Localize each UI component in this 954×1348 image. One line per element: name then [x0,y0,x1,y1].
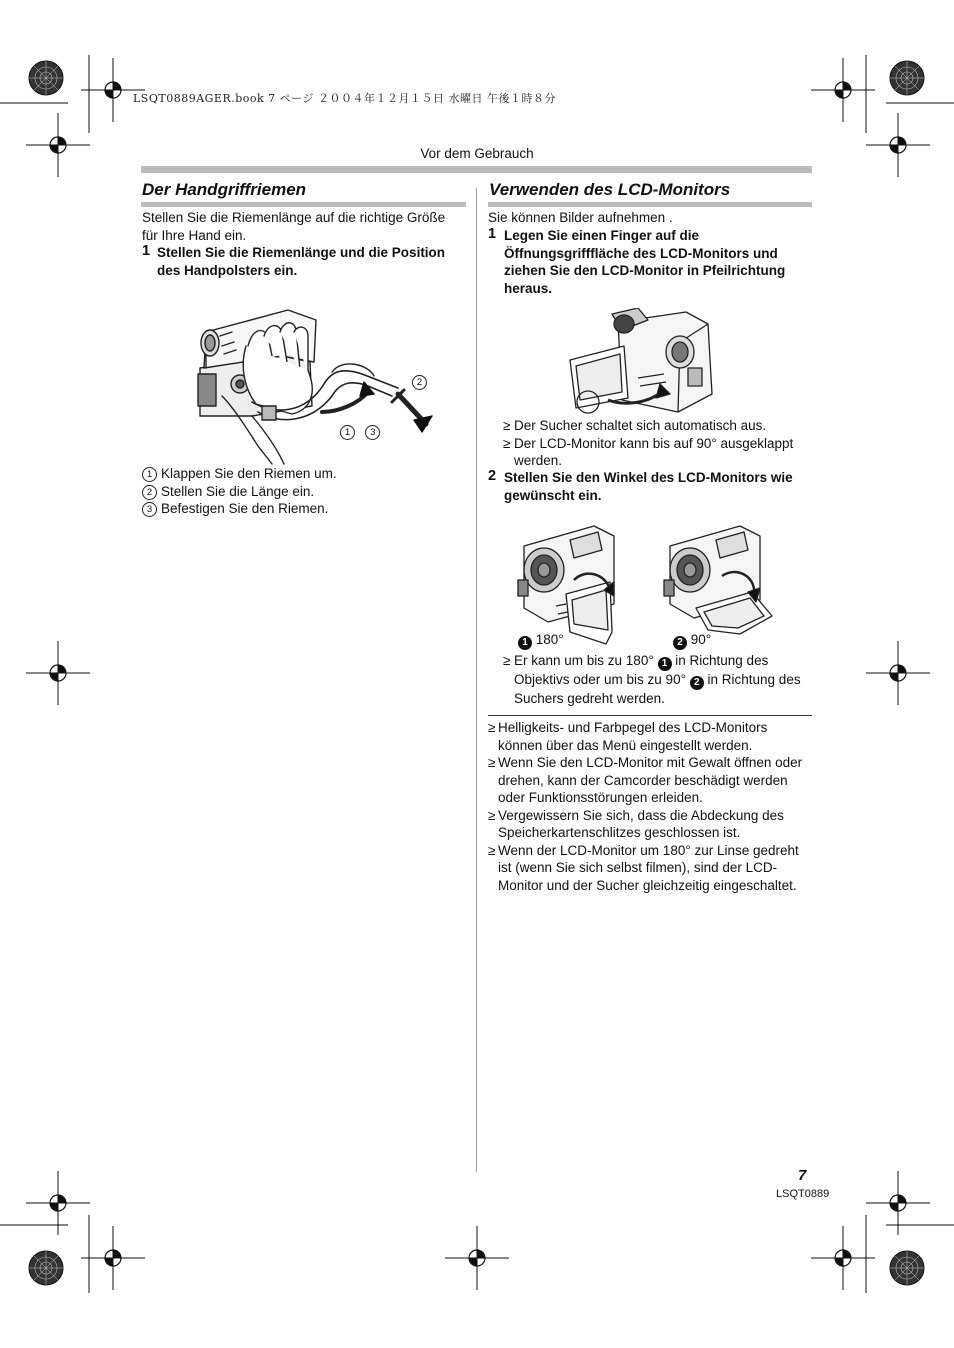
right-intro: Sie können Bilder aufnehmen . [488,210,673,225]
list-item: 1 Klappen Sie den Riemen um. [142,465,462,483]
figure-callout-2: 2 [412,375,427,390]
lcd-rotate-90-illustration [656,520,774,638]
page-number: 7 [798,1167,807,1184]
list-item: ≥ Wenn der LCD-Monitor um 180° zur Linse gedreht ist (wenn Sie sich selbst filmen), sind der LCD-Monitor und der Sucher gleichzeitig eingeschaltet. [488,842,799,893]
right-bullets-1 [488,417,810,470]
right-step2-text: Stellen Sie den Winkel des LCD-Monitors wie gewünscht ein. [504,470,793,503]
figure-callout-1: 1 [340,425,355,440]
lcd-open-illustration [568,308,722,418]
list-item: ≥ Vergewissern Sie sich, dass die Abdeckung des Speicherkartenschlitzes geschlossen ist. [488,807,784,840]
left-legend-list [142,465,462,518]
notes-rule [488,715,812,716]
list-item: 3 Befestigen Sie den Riemen. [142,500,462,518]
file-info-header: LSQT0889AGER.book 7 ページ ２００４年１２月１５日 水曜日 午後１時８分 [133,92,556,105]
list-item: ≥ Helligkeits- und Farbpegel des LCD-Monitors können über das Menü eingestellt werden. [488,720,768,753]
model-code: LSQT0889 [776,1188,830,1200]
left-title: Der Handgriffriemen [142,180,307,199]
top-rule [141,166,812,173]
right-title: Verwenden des LCD-Monitors [489,180,731,199]
rotation-bullet: ≥ Er kann um bis zu 180° 1 in Richtung des Objektivs oder um bis zu 90° 2 in Richtung des Suchers gedreht werden. [503,653,801,706]
section-heading: Vor dem Gebrauch [420,146,534,161]
list-item: 2 Stellen Sie die Länge ein. [142,483,462,501]
left-intro: Stellen Sie die Riemenlänge auf die richtige Größe für Ihre Hand ein. [142,210,446,243]
figure-callout-3: 3 [365,425,380,440]
left-title-rule [141,202,466,207]
figure-label-90: 2 90° [673,631,711,650]
right-title-rule [488,202,812,207]
list-item: ≥ Wenn Sie den LCD-Monitor mit Gewalt öffnen oder drehen, kann der Camcorder beschädigt werden oder Funktionsstörungen erleiden. [488,755,803,805]
list-item: ≥ Der Sucher schaltet sich automatisch aus. [503,418,767,433]
right-step1-number: 1 [488,226,497,242]
left-step-text: Stellen Sie die Riemenlänge und die Position des Handpolsters ein. [157,245,446,278]
right-step2-number: 2 [488,468,497,484]
notes-list [488,719,812,894]
lcd-rotate-180-illustration [510,520,622,648]
column-divider [476,188,477,1172]
figure-label-180: 1 180° [518,631,564,650]
list-item: ≥ Der LCD-Monitor kann bis auf 90° ausgeklappt werden. [503,435,794,468]
hand-strap-illustration [192,296,440,466]
right-step1-text: Legen Sie einen Finger auf die Öffnungsgrifffläche des LCD-Monitors und ziehen Sie den LCD-Monitor in Pfeilrichtung heraus. [504,228,786,296]
left-step-number: 1 [142,243,151,259]
